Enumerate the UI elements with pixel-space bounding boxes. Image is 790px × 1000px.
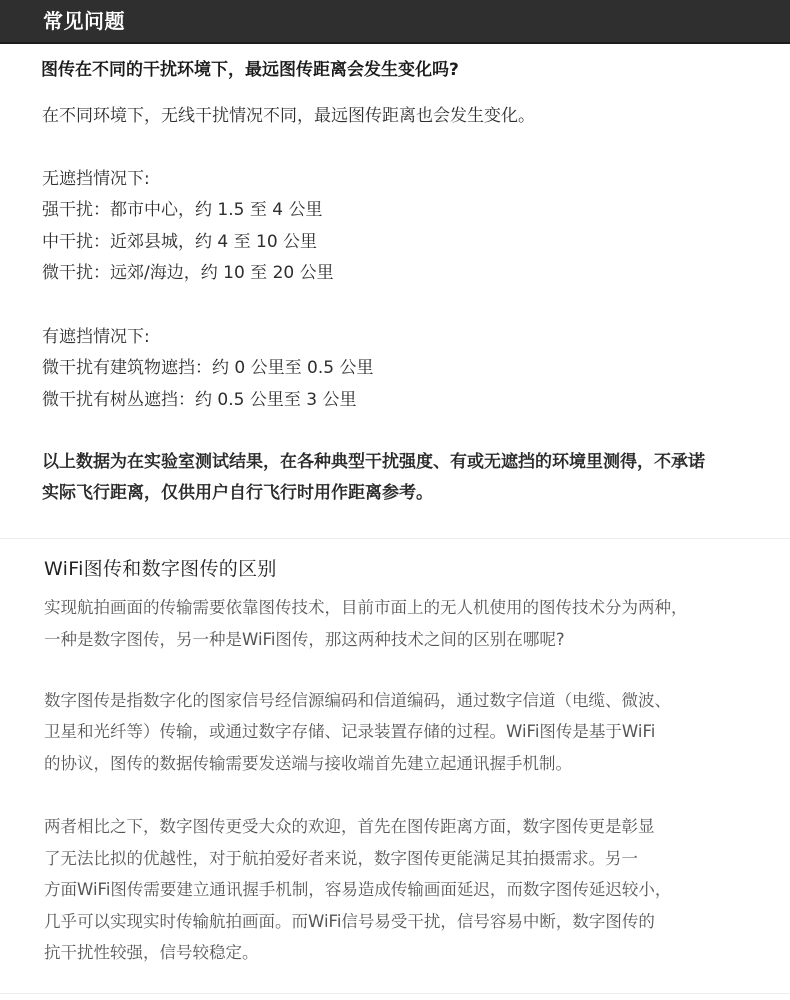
paragraph-3-line-3: 方面WiFi图传需要建立通讯握手机制，容易造成传输画面延迟，而数字图传延迟较小， bbox=[44, 880, 672, 899]
obstructed-line-buildings: 微干扰有建筑物遮挡：约 0 公里至 0.5 公里 bbox=[42, 358, 374, 378]
unobstructed-line-weak: 微干扰：远郊/海边，约 10 至 20 公里 bbox=[42, 263, 334, 283]
paragraph-2-line-2: 卫星和光纤等）传输，或通过数字存储、记录装置存储的过程。WiFi图传是基于WiFi bbox=[44, 722, 656, 741]
paragraph-2-line-3: 的协议，图传的数据传输需要发送端与接收端首先建立起通讯握手机制。 bbox=[44, 754, 572, 773]
faq-intro: 在不同环境下，无线干扰情况不同，最远图传距离也会发生变化。 bbox=[42, 106, 535, 126]
paragraph-2-line-1: 数字图传是指数字化的图家信号经信源编码和信道编码，通过数字信道（电缆、微波、 bbox=[44, 691, 671, 710]
section-title: WiFi图传和数字图传的区别 bbox=[44, 558, 277, 580]
unobstructed-heading: 无遮挡情况下: bbox=[42, 169, 150, 189]
section-divider bbox=[0, 538, 790, 539]
paragraph-3-line-4: 几乎可以实现实时传输航拍画面。而WiFi信号易受干扰，信号容易中断，数字图传的 bbox=[44, 912, 655, 931]
faq-question: 图传在不同的干扰环境下，最远图传距离会发生变化吗? bbox=[41, 60, 459, 80]
paragraph-3-line-5: 抗干扰性较强，信号较稳定。 bbox=[44, 943, 259, 962]
unobstructed-line-medium: 中干扰：近郊县城，约 4 至 10 公里 bbox=[42, 232, 318, 252]
obstructed-line-trees: 微干扰有树丛遮挡：约 0.5 公里至 3 公里 bbox=[42, 390, 357, 410]
header-bar bbox=[0, 0, 790, 44]
paragraph-1-line-1: 实现航拍画面的传输需要依靠图传技术，目前市面上的无人机使用的图传技术分为两种， bbox=[44, 598, 688, 617]
paragraph-3-line-1: 两者相比之下，数字图传更受大众的欢迎，首先在图传距离方面，数字图传更是彰显 bbox=[44, 817, 655, 836]
paragraph-1-line-2: 一种是数字图传，另一种是WiFi图传，那这两种技术之间的区别在哪呢? bbox=[44, 630, 565, 649]
unobstructed-line-strong: 强干扰：都市中心，约 1.5 至 4 公里 bbox=[42, 200, 323, 220]
page-title: 常见问题 bbox=[43, 9, 125, 33]
obstructed-heading: 有遮挡情况下: bbox=[42, 327, 150, 347]
bottom-divider bbox=[0, 993, 790, 994]
paragraph-3-line-2: 了无法比拟的优越性，对于航拍爱好者来说，数字图传更能满足其拍摄需求。另一 bbox=[44, 849, 638, 868]
disclaimer-note-line-1: 以上数据为在实验室测试结果，在各种典型干扰强度、有或无遮挡的环境里测得，不承诺 bbox=[42, 452, 705, 472]
disclaimer-note-line-2: 实际飞行距离，仅供用户自行飞行时用作距离参考。 bbox=[42, 483, 433, 503]
